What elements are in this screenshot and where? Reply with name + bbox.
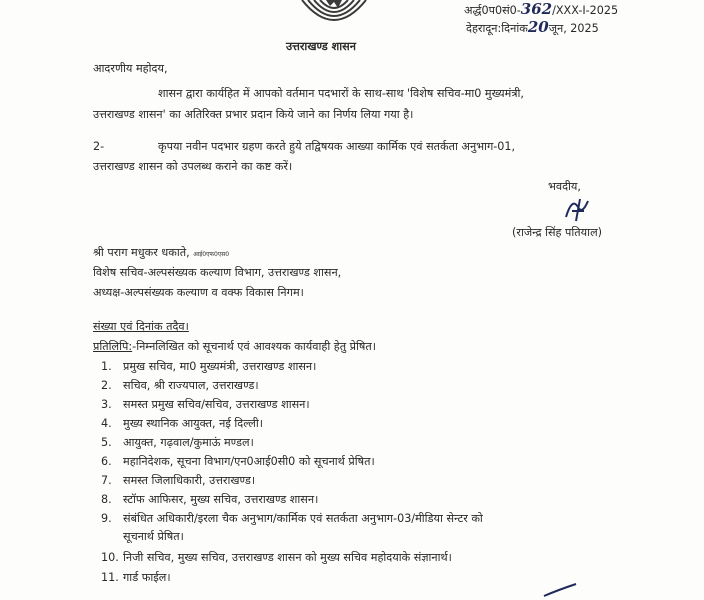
list-item [101,571,171,585]
signatory-name: (राजेन्द्र सिंह पतियाल) [512,226,603,239]
paragraph-2-number: 2- [93,140,105,153]
list-item [101,455,375,469]
list-item-text: संबंधित अधिकारी/इरला चैक अनुभाग/कार्मिक एवं सतर्कता अनुभाग-03/मीडिया सेन्टर को [123,512,483,525]
pen-stroke-mark [540,580,580,600]
salutation: आदरणीय महोदय, [93,62,168,75]
list-item-number: 10. [101,551,119,564]
list-item-text: सचिव, श्री राज्यपाल, उत्तराखण्ड। [123,379,259,392]
list-item [101,493,318,507]
list-item-text: मुख्य स्थानिक आयुक्त, नई दिल्ली। [123,417,263,430]
closing: भवदीय, [548,180,581,193]
letter-number-suffix: /XXX-I-2025 [552,4,619,17]
list-item-text: समस्त प्रमुख सचिव/सचिव, उत्तराखण्ड शासन। [123,398,310,411]
list-item [101,436,254,450]
list-item-number: 8. [101,493,112,506]
paragraph-2-line-1: कृपया नवीन पदभार ग्रहण करते हुये तद्विषयक आख्या कार्मिक एवं सतर्कता अनुभाग-01, [158,140,516,153]
copy-heading: संख्या एवं दिनांक तदैव। [93,320,189,333]
list-item [101,512,483,526]
list-item-number: 11. [101,571,119,584]
list-item-number: 5. [101,436,112,449]
letter-number-handwritten: 362 [520,0,553,18]
paragraph-1-line-1: शासन द्वारा कार्यहित में आपको वर्तमान पदभारों के साथ-साथ 'विशेष सचिव-मा0 मुख्यमंत्री, [158,87,524,100]
addressee-name-text: श्री पराग मधुकर धकाते, [93,246,190,259]
list-item-text: प्रमुख सचिव, मा0 मुख्यमंत्री, उत्तराखण्ड शासन। [123,360,317,373]
list-item [101,398,310,412]
list-item [101,551,452,565]
list-item-text: स्टॉफ आफिसर, मुख्य सचिव, उत्तराखण्ड शासन। [123,493,319,506]
list-item-number: 9. [101,512,112,525]
list-item [101,417,263,431]
list-item-text: आयुक्त, गढ़वाल/कुमाऊं मण्डल। [123,436,254,449]
letter-number [464,2,618,18]
letter-number-prefix: अर्द्ध0प0सं0- [464,4,521,17]
letter-date [466,20,599,36]
copy-intro [93,340,376,354]
list-item-text: समस्त जिलाधिकारी, उत्तराखण्ड। [123,474,256,487]
government-name: उत्तराखण्ड शासन [286,40,356,53]
list-item-number: 4. [101,417,112,430]
list-item-continuation: सूचनार्थ प्रेषित। [123,530,184,543]
date-suffix: जून, 2025 [548,22,599,35]
list-item-number: 6. [101,455,112,468]
list-item-number: 7. [101,474,112,487]
list-item-text: गार्ड फाईल। [123,571,171,584]
list-item-number: 3. [101,398,112,411]
addressee-designation: विशेष सचिव-अल्पसंख्यक कल्याण विभाग, उत्तराखण्ड शासन, [93,266,342,279]
list-item-text: निजी सचिव, मुख्य सचिव, उत्तराखण्ड शासन को मुख्य सचिव महोदयाके संज्ञानार्थ। [123,551,452,564]
addressee-name [93,246,229,262]
paragraph-2-line-2: उत्तराखण्ड शासन को उपलब्ध कराने का कष्ट करें। [93,160,293,173]
copy-intro-label: प्रतिलिपि: [93,340,133,353]
list-item [101,474,255,488]
addressee-service: आई0एफ0एस0 [193,251,230,258]
list-item-text: महानिदेशक, सूचना विभाग/एन0आई0सी0 को सूचनार्थ प्रेषित। [123,455,375,468]
paragraph-1-line-2: उत्तराखण्ड शासन' का अतिरिक्त प्रभार प्रदान किये जाने का निर्णय लिया गया है। [93,108,414,121]
signature-mark [558,193,598,223]
date-day-handwritten: 20 [527,18,549,36]
list-item [101,379,259,393]
date-prefix: देहरादून:दिनांक [466,22,528,35]
copy-intro-text: -निम्नलिखित को सूचनार्थ एवं आवश्यक कार्यवाही हेतु प्रेषित। [132,340,376,353]
addressee-additional-role: अध्यक्ष-अल्पसंख्यक कल्याण व वक्फ विकास निगम। [93,286,304,299]
list-item [101,360,316,374]
list-item-number: 1. [101,360,112,373]
uttarakhand-emblem-icon [284,0,384,36]
list-item-number: 2. [101,379,112,392]
